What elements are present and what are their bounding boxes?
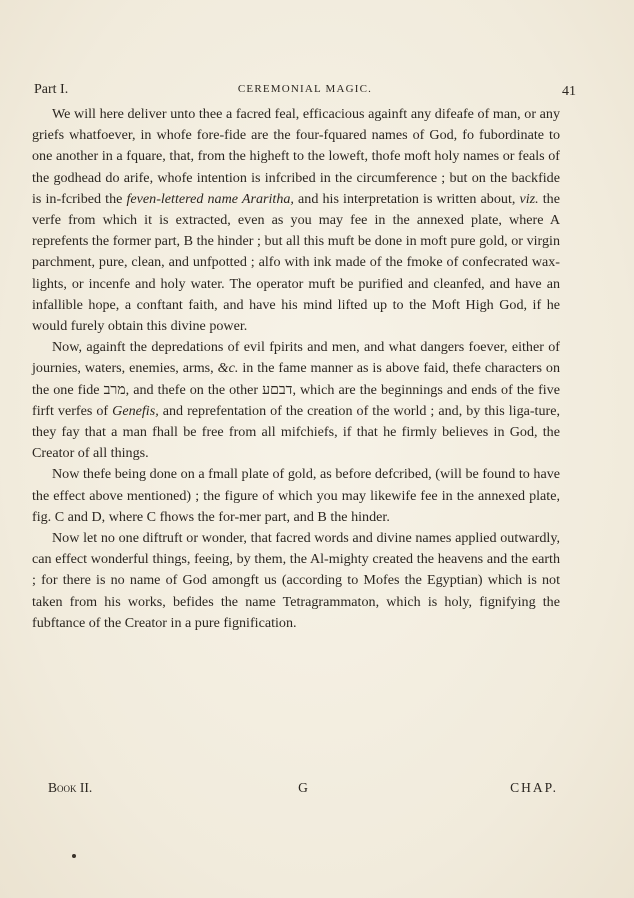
text-run: and reprefentation of the creation of the world ; and, by this liga-ture, they fay that a man fhall be free from all mifchiefs, if that he firmly believes in God, the Creator of all things.: [32, 402, 560, 462]
paragraph: [32, 104, 560, 337]
part-label: Part I.: [34, 82, 69, 97]
ink-speck: [72, 854, 76, 858]
signature-mark: G: [298, 780, 308, 795]
italic-run: Genefis,: [112, 402, 159, 419]
italic-run: feven-lettered name Araritha,: [126, 190, 294, 207]
paragraph: [32, 337, 560, 464]
text-run: Now thefe being done on a fmall plate of gold, as before defcribed, (will be found to have the effect above mentioned) ; the figure of which you may likewife fee in the annexed plate, fig. C and D, where C fhows the for-mer part, and B the hinder.: [32, 466, 560, 525]
body-text: [32, 104, 560, 634]
text-run: the verfe from which it is extracted, even as you may fee in the annexed plate, where A reprefents the former part, B the hinder ; but all this muft be done in moft pure gold, or virgin parchment, pure, clean, and unfpotted ; alfo with ink made of the fmoke of confecrated wax-lights, or incenfe and holy water. The operator muft be purified and cleanfed, and have an infallible hope, a conftant faith, and have his mind lifted up to the Moft High God, if he would furely obtain this divine power.: [32, 190, 560, 335]
text-run: and his interpretation is written about,: [293, 190, 520, 207]
section-title: CEREMONIAL MAGIC.: [237, 83, 373, 95]
italic-run: viz.: [519, 190, 539, 207]
book-label: Book II.: [48, 780, 93, 795]
page-footer: [48, 780, 558, 800]
catchword: CHAP.: [510, 780, 558, 795]
running-head: [34, 82, 576, 104]
text-run: Now let no one diftruft or wonder, that facred words and divine names applied outwardly, can effect wonderful things, feeing, by them, the Al-mighty created the heavens and the earth ; for there is no name of God amongft us (according to Mofes the Egyptian) which is not taken from his works, befides the name Tetragrammaton, which is holy, fignifying the fubftance of the Creator in a pure fignification.: [32, 530, 560, 631]
italic-run: &c.: [217, 360, 239, 377]
page-number: 41: [562, 84, 576, 99]
text-run: in the fame manner as is above faid, thefe characters on the one fide מרב, and thefe on the other דבםע, which are the beginnings and ends of the five firft verfes of: [32, 360, 560, 419]
paragraph: [32, 528, 560, 634]
paragraph: [32, 464, 560, 528]
text-run: Now, againft the depredations of evil fpirits and men, and what dangers foever, either of journies, waters, enemies, arms,: [32, 339, 560, 377]
text-run: We will here deliver unto thee a facred feal, efficacious againft any difeafe of man, or any griefs whatfoever, in whofe fore-fide are the four-fquared names of God, fo fubordinate to one another in a fquare, that, from the higheft to the loweft, thofe moft holy names or feals of the godhead do arife, whofe intention is infcribed in the circumference ; but on the backfide is in-fcribed the: [32, 106, 560, 207]
